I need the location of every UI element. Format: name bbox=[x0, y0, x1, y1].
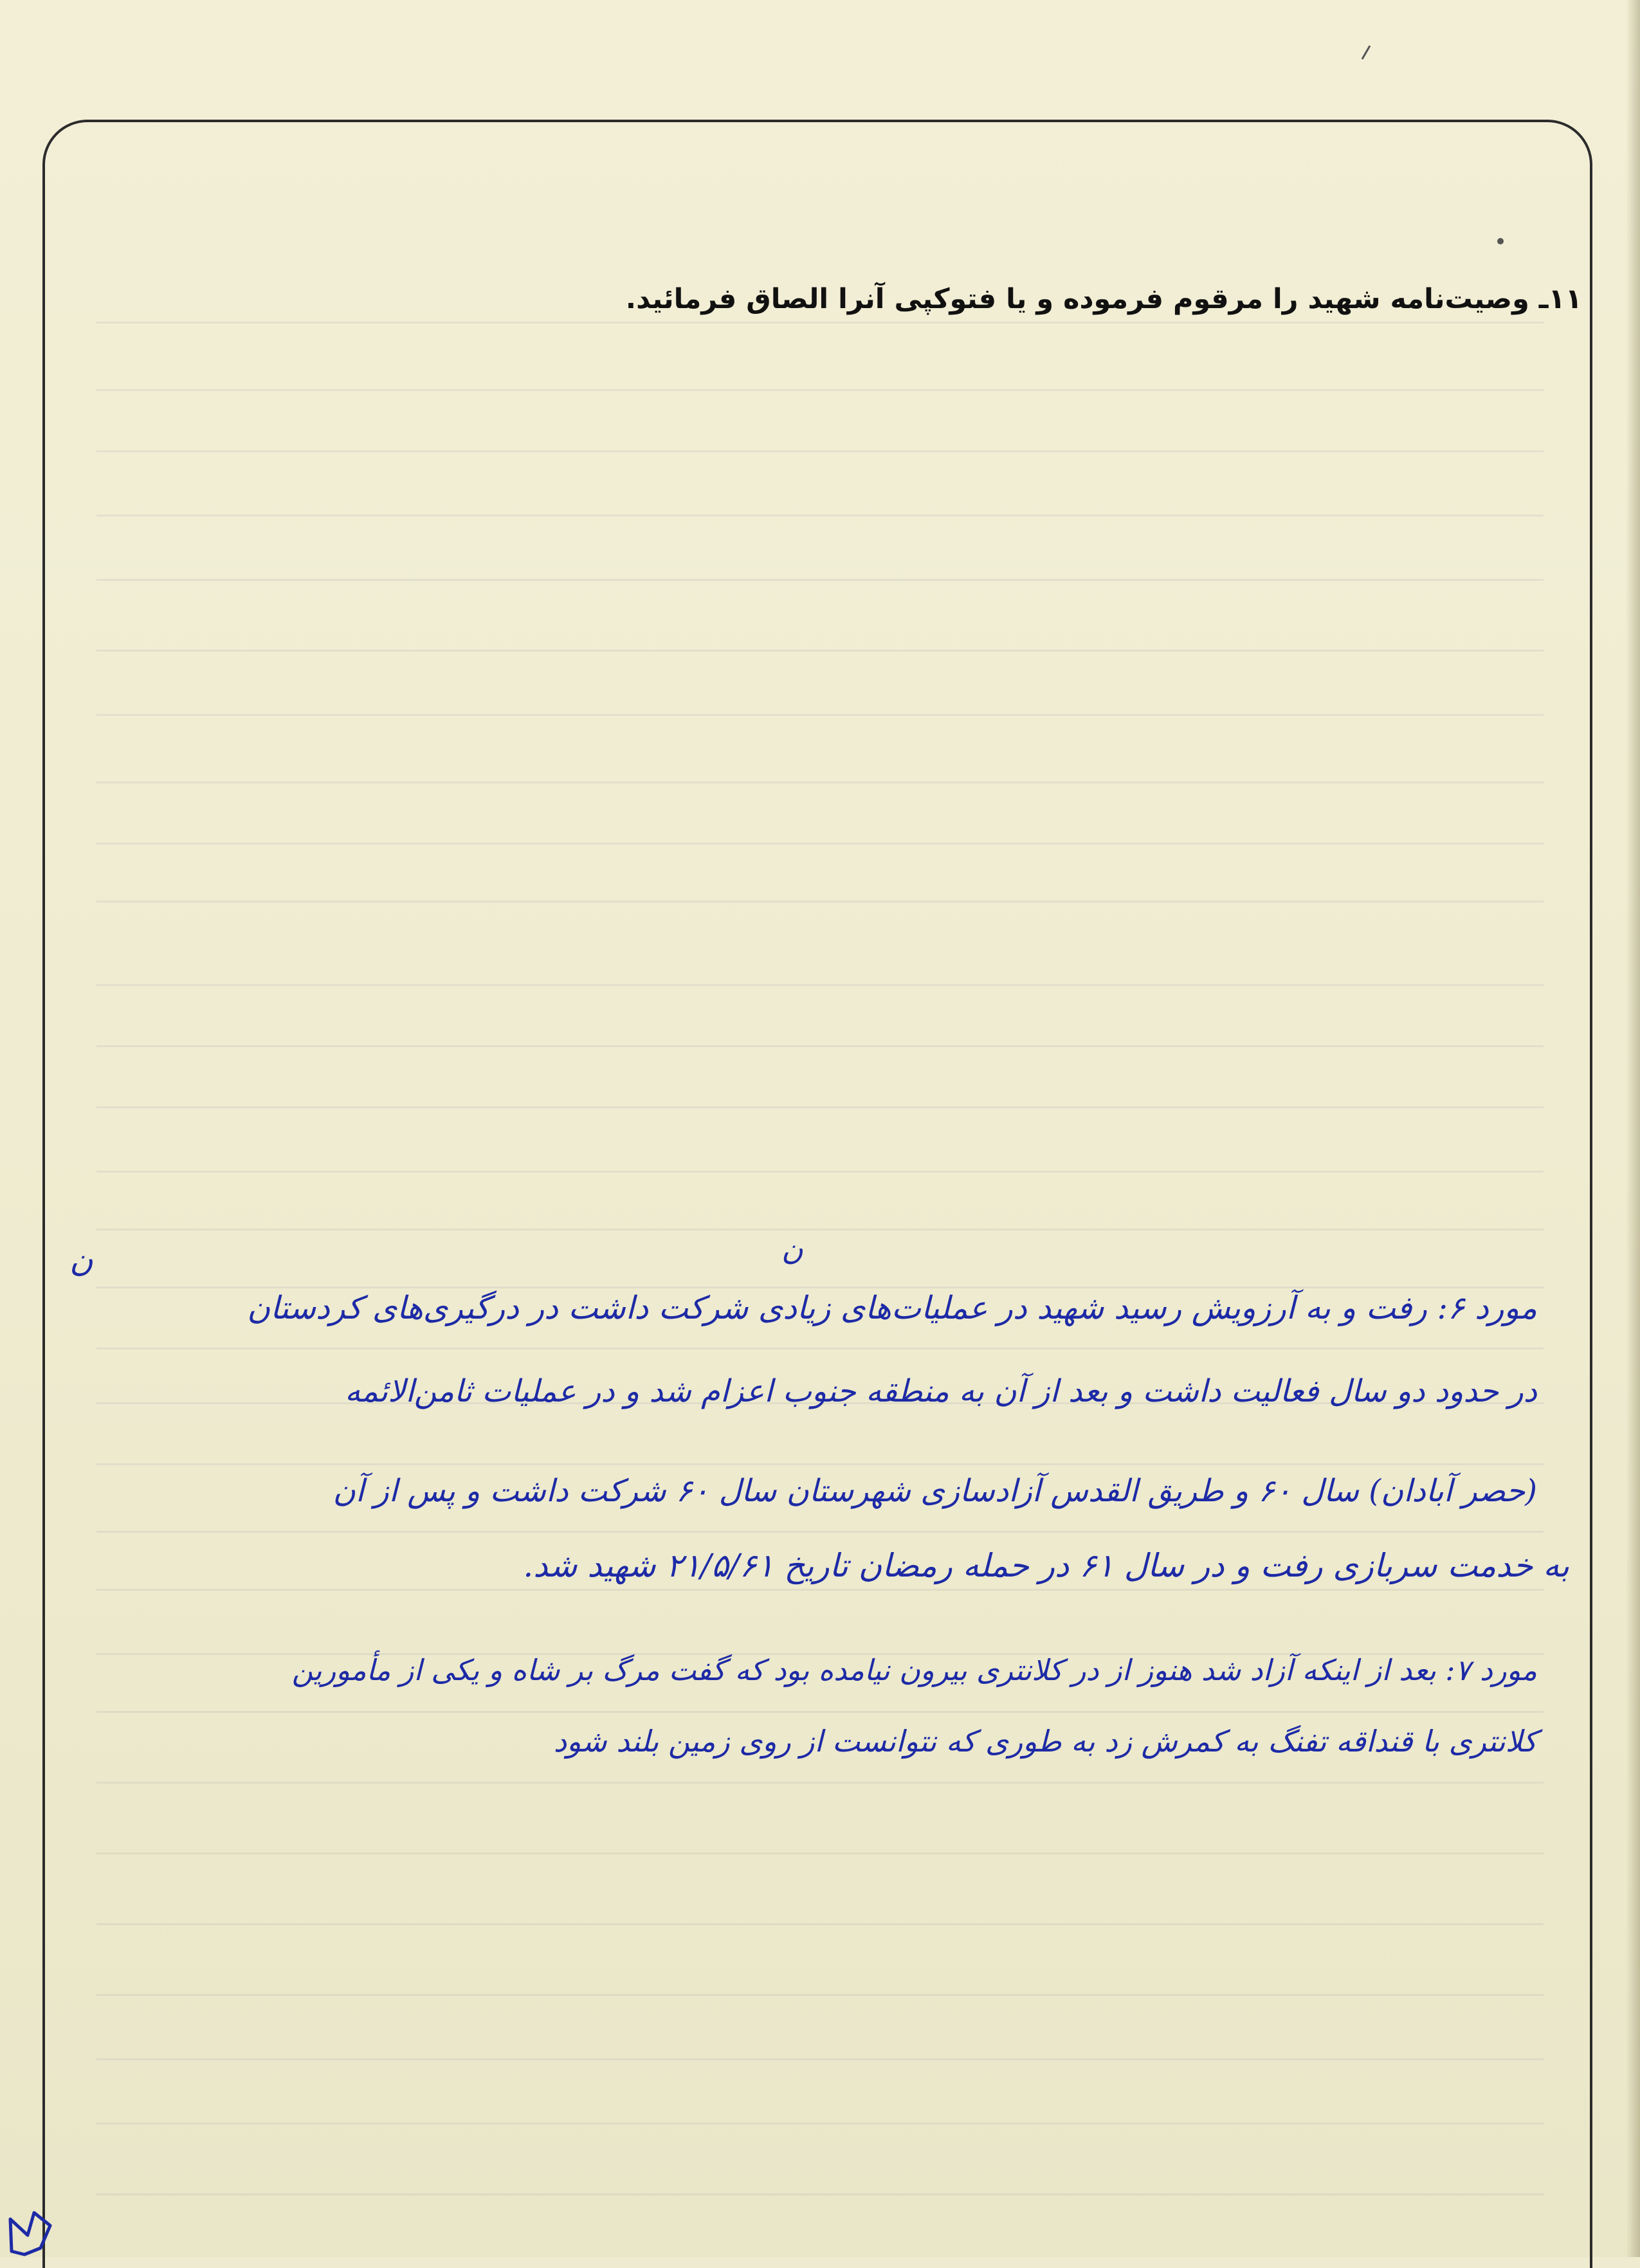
bleed-through-line bbox=[96, 1463, 1544, 1465]
handwritten-line-2: در حدود دو سال فعالیت داشت و بعد از آن به منطقه جنوب اعزام شد و در عملیات ثامن‌الائمه bbox=[345, 1373, 1537, 1409]
handwritten-mark: ن bbox=[781, 1232, 803, 1267]
handwritten-line-4: به خدمت سربازی رفت و در سال ۶۱ در حمله رمضان تاریخ ۲۱/۵/۶۱ شهید شد. bbox=[523, 1547, 1569, 1584]
bleed-through-line bbox=[96, 1589, 1544, 1591]
bleed-through-line bbox=[96, 450, 1544, 452]
bleed-through-line bbox=[96, 2193, 1544, 2195]
bleed-through-line bbox=[96, 1994, 1544, 1996]
bleed-through-line bbox=[96, 389, 1544, 391]
ink-dot bbox=[1497, 238, 1504, 244]
bleed-through-line bbox=[96, 1045, 1544, 1047]
handwritten-line-6: کلانتری با قنداقه تفنگ به کمرش زد به طوری که نتوانست از روی زمین بلند شود bbox=[553, 1724, 1537, 1759]
handwritten-mark: ن bbox=[69, 1241, 93, 1279]
bleed-through-line bbox=[96, 1852, 1544, 1854]
bleed-through-line bbox=[96, 714, 1544, 716]
bleed-through-line bbox=[96, 1782, 1544, 1784]
handwritten-line-1: مورد ۶: رفت و به آرزویش رسید شهید در عملیات‌های زیادی شرکت داشت در درگیری‌های کردستان bbox=[247, 1290, 1537, 1326]
bleed-through-line bbox=[96, 1106, 1544, 1108]
form-border bbox=[42, 120, 1592, 2268]
handwritten-line-5: مورد ۷: بعد از اینکه آزاد شد هنوز از در کلانتری بیرون نیامده بود که گفت مرگ بر شاه و یکی از مأمورین bbox=[291, 1653, 1537, 1687]
bleed-through-line bbox=[96, 1711, 1544, 1713]
handwritten-line-3: (حصر آبادان) سال ۶۰ و طریق القدس آزادسازی شهرستان سال ۶۰ شرکت داشت و پس از آن bbox=[333, 1473, 1537, 1509]
bleed-through-line bbox=[96, 1171, 1544, 1173]
bleed-through-line bbox=[96, 984, 1544, 986]
bleed-through-line bbox=[96, 2123, 1544, 2125]
bleed-through-line bbox=[96, 579, 1544, 581]
bleed-through-line bbox=[96, 515, 1544, 517]
bleed-through-line bbox=[96, 782, 1544, 783]
bleed-through-line bbox=[96, 1923, 1544, 1925]
bleed-through-line bbox=[96, 1531, 1544, 1533]
question-heading: ۱۱ـ وصیت‌نامه شهید را مرقوم فرموده و یا فتوکپی آنرا الصاق فرمائید. bbox=[625, 283, 1582, 315]
bleed-through-line bbox=[96, 843, 1544, 845]
bleed-through-line bbox=[96, 322, 1544, 324]
pen-tick-mark bbox=[1362, 45, 1371, 59]
bleed-through-line bbox=[96, 901, 1544, 902]
bleed-through-line bbox=[96, 1348, 1544, 1349]
bleed-through-line bbox=[96, 1286, 1544, 1288]
corner-scribble bbox=[5, 2200, 57, 2257]
bleed-through-line bbox=[96, 1229, 1544, 1230]
bleed-through-line bbox=[96, 650, 1544, 652]
paper-edge-shadow bbox=[1626, 0, 1640, 2257]
bleed-through-line bbox=[96, 2058, 1544, 2060]
